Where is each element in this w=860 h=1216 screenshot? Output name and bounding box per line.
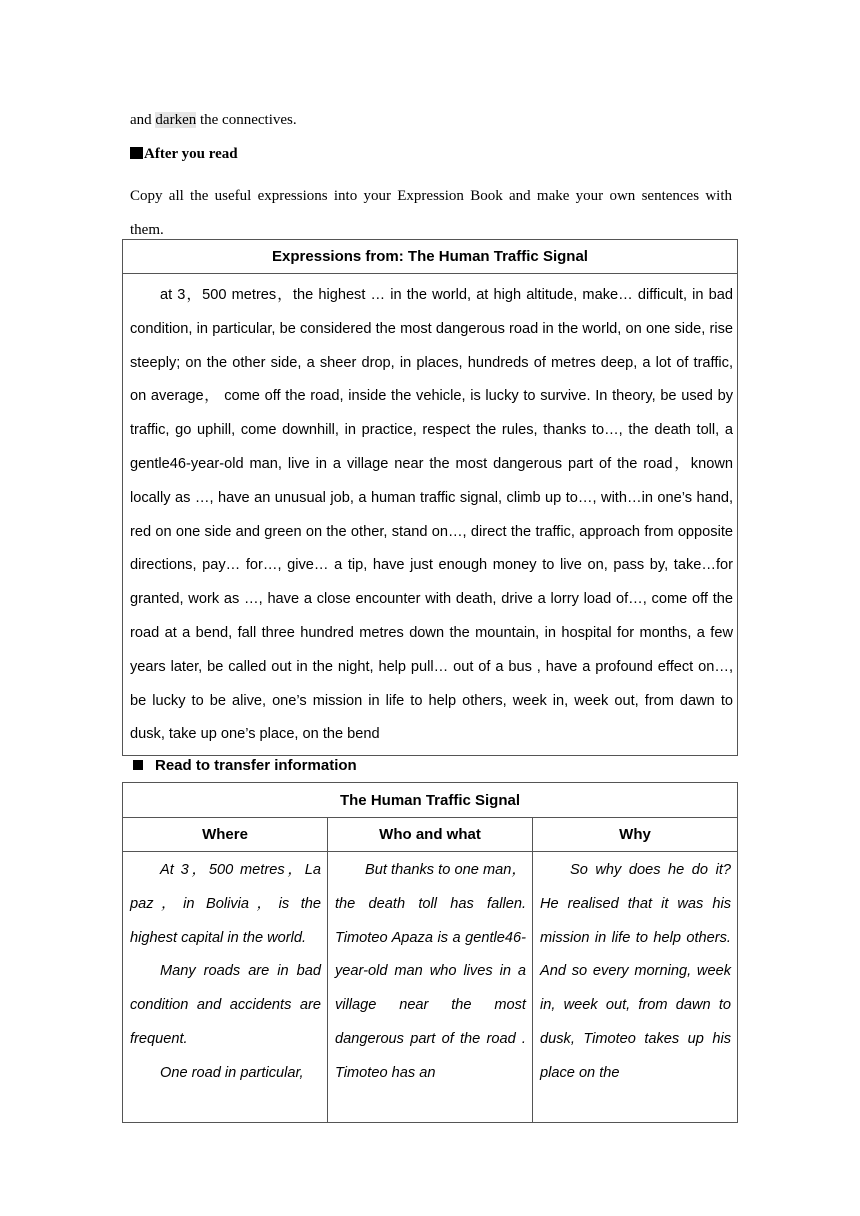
highlighted-word: darken <box>155 112 197 128</box>
intro-prefix: and <box>130 112 156 128</box>
expressions-list: at 3，500 metres，the highest … in the world, at high altitude, make… difficult, in bad condition, in particular, be considered the most dangerous road in the world, on one side, rise steeply; on the other side, a sheer drop, in places, hundreds of metres deep, a lot of traffic, on average， come off the road, inside the vehicle, is lucky to survive. In theory, be used by traffic, go uphill, come downhill, in practice, respect the rules, thanks to…, the death toll, a gentle46-year-old man, live in a village near the most dangerous part of the road，known locally as …, have an unusual job, a human traffic signal, climb up to…, with…in one’s hand, red on one side and green on the other, stand on…, direct the traffic, approach from opposite directions, pay… for…, give… a tip, have just enough money to live on, pass by, take…for granted, work as …, have a close encounter with death, drive a lorry load of…, come off the road at a bend, fall three hundred metres down the mountain, in hospital for months, a few years later, be called out in the night, help pull… out of a bus , have a profound effect on…, be lucky to be alive, one’s mission in life to help others, week in, week out, from dawn to dusk, take up one’s place, on the bend <box>123 274 738 756</box>
after-you-read-heading <box>130 146 238 163</box>
black-square-icon <box>130 147 143 159</box>
column-header-who-and-what: Who and what <box>328 818 533 852</box>
column-header-why: Why <box>533 818 738 852</box>
expressions-table-header: Expressions from: The Human Traffic Signal <box>123 240 738 274</box>
black-square-icon <box>133 760 143 770</box>
intro-line <box>130 112 297 129</box>
why-cell <box>533 852 738 1123</box>
info-table <box>122 782 738 1123</box>
column-header-where: Where <box>123 818 328 852</box>
expressions-table <box>122 239 738 756</box>
read-to-transfer-heading <box>133 757 357 774</box>
after-you-read-label: After you read <box>144 146 238 162</box>
instruction-text: Copy all the useful expressions into your Expression Book and make your own sentences with them. <box>130 188 732 238</box>
intro-suffix: the connectives. <box>196 112 297 128</box>
info-table-title: The Human Traffic Signal <box>123 783 738 818</box>
where-cell <box>123 852 328 1123</box>
read-to-transfer-label: Read to transfer information <box>155 757 357 774</box>
where-paragraph: One road in particular, <box>160 1064 304 1081</box>
who-and-what-paragraph: But thanks to one man，the death toll has fallen. Timoteo Apaza is a gentle46-year-old man who lives in a village near the most dangerous part of the road . Timoteo has an <box>335 862 526 1081</box>
where-paragraph: At 3，500 metres，La paz，in Bolivia，is the highest capital in the world. <box>130 862 321 946</box>
where-paragraph: Many roads are in bad condition and accidents are frequent. <box>130 963 321 1047</box>
who-and-what-cell <box>328 852 533 1123</box>
why-paragraph: So why does he do it? He realised that it was his mission in life to help others. And so every morning, week in, week out, from dawn to dusk, Timoteo takes up his place on the <box>540 862 731 1081</box>
